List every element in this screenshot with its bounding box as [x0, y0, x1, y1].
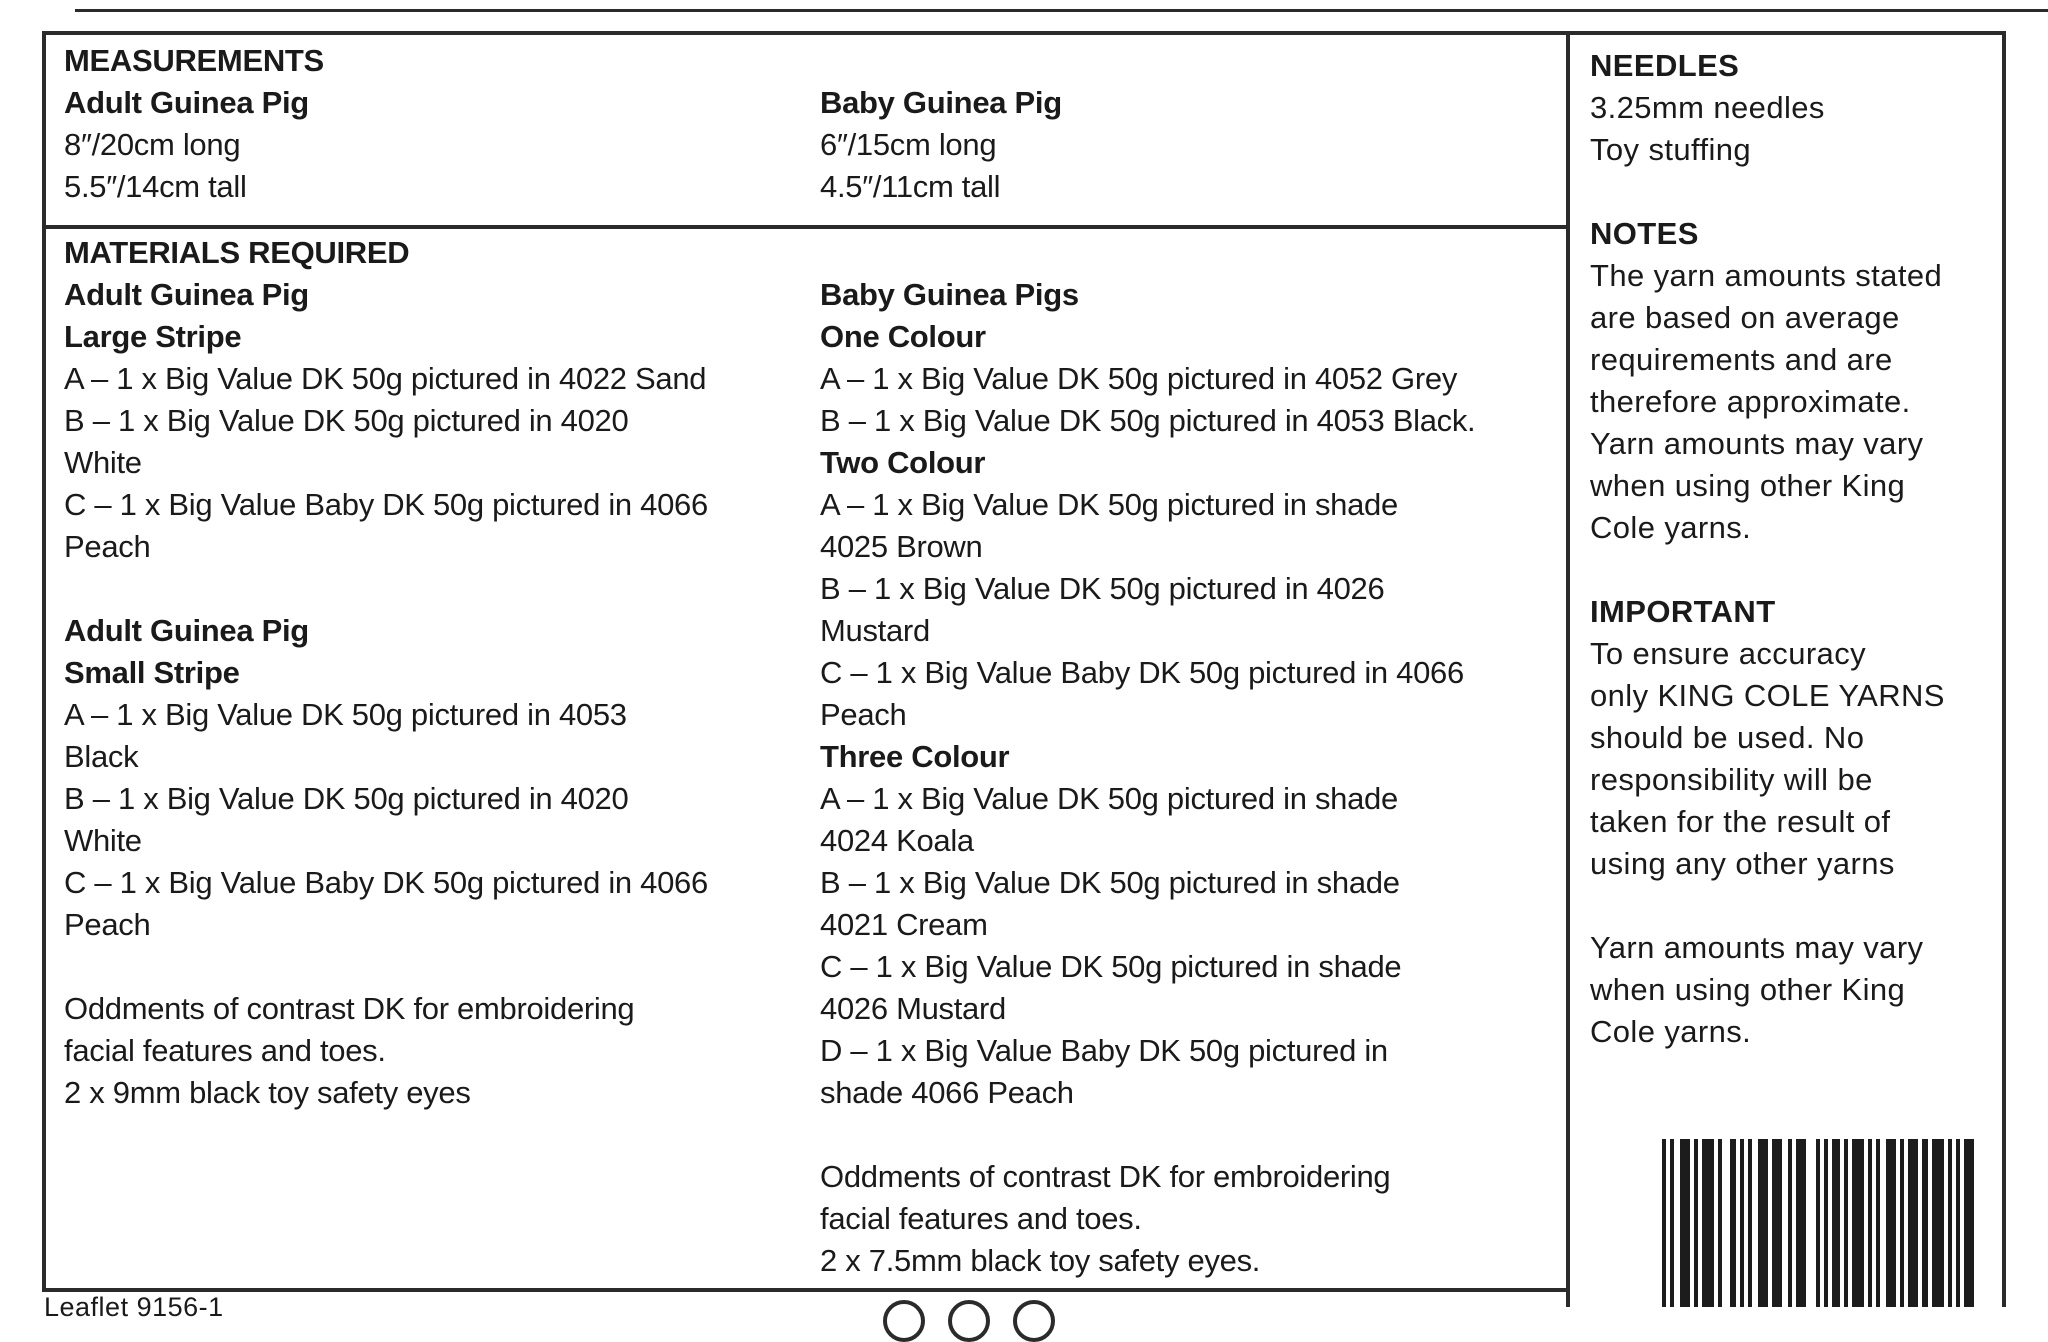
heading-line: Large Stripe	[64, 319, 242, 354]
barcode-bar	[1908, 1139, 1918, 1307]
text-line: 8″/20cm long	[64, 127, 241, 162]
text-line: shade 4066 Peach	[820, 1075, 1074, 1110]
heading-line: NEEDLES	[1590, 48, 1740, 83]
text-line: therefore approximate.	[1590, 384, 1911, 419]
barcode-gap	[1722, 1139, 1730, 1307]
text-line: when using other King	[1590, 468, 1906, 503]
text-line: facial features and toes.	[820, 1201, 1142, 1236]
heading-line: One Colour	[820, 319, 986, 354]
heading-line: Three Colour	[820, 739, 1010, 774]
text-line: 4024 Koala	[820, 823, 974, 858]
text-line	[820, 232, 1475, 274]
heading-line: MATERIALS REQUIRED	[64, 235, 410, 270]
barcode-gap	[1806, 1139, 1816, 1307]
text-line: The yarn amounts stated	[1590, 258, 1943, 293]
text-line: only KING COLE YARNS	[1590, 678, 1945, 713]
text-line: C – 1 x Big Value Baby DK 50g pictured in 4066	[64, 865, 708, 900]
text-line: A – 1 x Big Value DK 50g pictured in 4022 Sand	[64, 361, 707, 396]
table-border-bottom	[42, 1288, 1570, 1292]
text-line	[820, 1114, 1475, 1156]
care-symbol-circle-icon	[883, 1300, 925, 1342]
text-line: Peach	[64, 529, 151, 564]
barcode-bar	[1852, 1139, 1864, 1307]
heading-line: Adult Guinea Pig	[64, 613, 309, 648]
text-line: Cole yarns.	[1590, 510, 1752, 545]
text-line: B – 1 x Big Value DK 50g pictured in shade	[820, 865, 1400, 900]
text-line	[1590, 171, 1994, 213]
heading-line: MEASUREMENTS	[64, 43, 324, 78]
table-border-right	[2002, 31, 2006, 1307]
heading-line: NOTES	[1590, 216, 1699, 251]
text-line: Oddments of contrast DK for embroidering	[64, 991, 635, 1026]
text-line: Peach	[64, 907, 151, 942]
text-line: B – 1 x Big Value DK 50g pictured in 4020	[64, 403, 629, 438]
text-line: 4.5″/11cm tall	[820, 169, 1001, 204]
column-divider	[1566, 31, 1570, 1307]
materials-adult-column	[64, 232, 708, 1114]
text-line: C – 1 x Big Value Baby DK 50g pictured in 4066	[820, 655, 1464, 690]
text-line: Mustard	[820, 613, 930, 648]
text-line: 4025 Brown	[820, 529, 983, 564]
text-line: Yarn amounts may vary	[1590, 426, 1924, 461]
text-line	[1590, 885, 1994, 927]
page-top-rule	[75, 9, 2048, 12]
text-line: should be used. No	[1590, 720, 1865, 755]
text-line: are based on average	[1590, 300, 1900, 335]
text-line: 5.5″/14cm tall	[64, 169, 247, 204]
barcode-bar	[1772, 1139, 1782, 1307]
text-line: 3.25mm needles	[1590, 90, 1825, 125]
barcode-bar	[1832, 1139, 1840, 1307]
text-line: Yarn amounts may vary	[1590, 930, 1924, 965]
barcode-bar	[1964, 1139, 1974, 1307]
leaflet-number: Leaflet 9156-1	[44, 1292, 224, 1322]
text-line: 6″/15cm long	[820, 127, 997, 162]
text-line: D – 1 x Big Value Baby DK 50g pictured in	[820, 1033, 1388, 1068]
text-line: C – 1 x Big Value Baby DK 50g pictured in 4066	[64, 487, 708, 522]
barcode-bar	[1932, 1139, 1944, 1307]
text-line: A – 1 x Big Value DK 50g pictured in shade	[820, 487, 1398, 522]
text-line: Peach	[820, 697, 907, 732]
text-line: requirements and are	[1590, 342, 1893, 377]
text-line: 4026 Mustard	[820, 991, 1006, 1026]
text-line: Black	[64, 739, 139, 774]
text-line: responsibility will be	[1590, 762, 1873, 797]
text-line: C – 1 x Big Value DK 50g pictured in shade	[820, 949, 1402, 984]
measurements-baby-column	[820, 40, 1062, 208]
needles-notes-column	[1590, 45, 1994, 1053]
text-line: 4021 Cream	[820, 907, 988, 942]
text-line: White	[64, 445, 142, 480]
care-symbol-circle-icon	[948, 1300, 990, 1342]
text-line: White	[64, 823, 142, 858]
text-line: B – 1 x Big Value DK 50g pictured in 4020	[64, 781, 629, 816]
barcode-bar	[1886, 1139, 1896, 1307]
barcode-bar	[1758, 1139, 1768, 1307]
barcode-bar	[1680, 1139, 1690, 1307]
heading-line: Two Colour	[820, 445, 986, 480]
care-symbol-circle-icon	[1013, 1300, 1055, 1342]
text-line: A – 1 x Big Value DK 50g pictured in 4053	[64, 697, 627, 732]
barcode-bar	[1702, 1139, 1714, 1307]
text-line	[64, 568, 708, 610]
heading-line: Baby Guinea Pig	[820, 85, 1062, 120]
measurements-divider	[42, 225, 1570, 229]
text-line: using any other yarns	[1590, 846, 1895, 881]
heading-line: Adult Guinea Pig	[64, 85, 309, 120]
text-line: Toy stuffing	[1590, 132, 1752, 167]
text-line: 2 x 7.5mm black toy safety eyes.	[820, 1243, 1261, 1278]
materials-baby-column	[820, 232, 1475, 1282]
text-line: Cole yarns.	[1590, 1014, 1752, 1049]
text-line: 2 x 9mm black toy safety eyes	[64, 1075, 471, 1110]
heading-line: Small Stripe	[64, 655, 240, 690]
text-line: B – 1 x Big Value DK 50g pictured in 4026	[820, 571, 1385, 606]
table-border-top	[42, 31, 2006, 35]
text-line	[1590, 549, 1994, 591]
table-border-left	[42, 31, 46, 1292]
heading-line: IMPORTANT	[1590, 594, 1776, 629]
text-line: To ensure accuracy	[1590, 636, 1866, 671]
barcode-bar	[1796, 1139, 1806, 1307]
heading-line: Adult Guinea Pig	[64, 277, 309, 312]
text-line: when using other King	[1590, 972, 1906, 1007]
text-line: A – 1 x Big Value DK 50g pictured in 4052 Grey	[820, 361, 1458, 396]
barcode	[1662, 1139, 1974, 1307]
text-line	[820, 40, 1062, 82]
text-line: B – 1 x Big Value DK 50g pictured in 4053 Black.	[820, 403, 1476, 438]
measurements-adult-column	[64, 40, 324, 208]
text-line: facial features and toes.	[64, 1033, 386, 1068]
text-line	[64, 946, 708, 988]
text-line: Oddments of contrast DK for embroidering	[820, 1159, 1391, 1194]
heading-line: Baby Guinea Pigs	[820, 277, 1079, 312]
text-line: taken for the result of	[1590, 804, 1891, 839]
text-line: A – 1 x Big Value DK 50g pictured in shade	[820, 781, 1398, 816]
